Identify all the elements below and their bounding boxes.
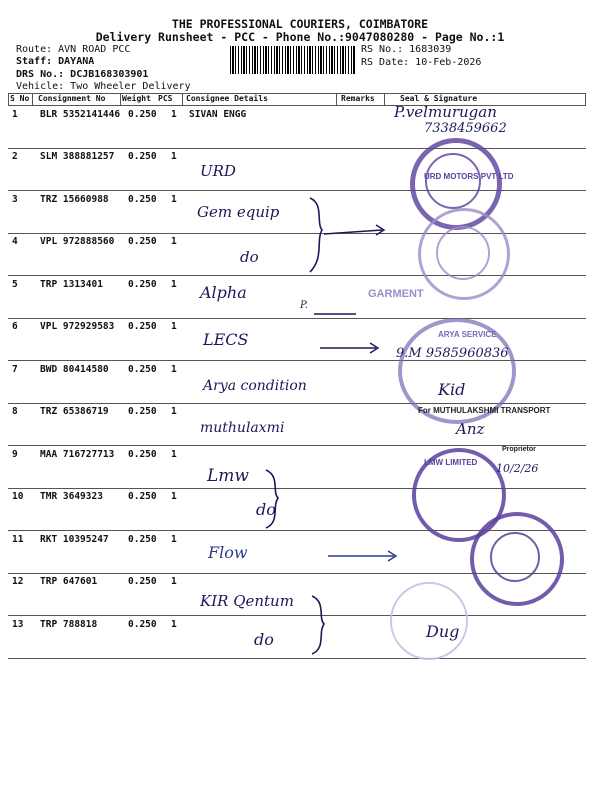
phone-row1: 7338459662	[424, 121, 507, 136]
faint-stamp	[390, 582, 468, 660]
muthulakshmi-stamp: For MUTHULAKSHMI TRANSPORT	[418, 406, 551, 415]
handwriting-row4: do	[240, 248, 259, 266]
signature-row1: P.velmurugan	[394, 103, 497, 121]
bracket-arrow-3-4	[300, 196, 400, 276]
bracket-row9-10	[262, 468, 286, 530]
proprietor-label: Proprietor	[502, 446, 536, 453]
drs-label: DRS No.: DCJB168303901	[16, 69, 149, 80]
handwriting-row10: do	[256, 500, 276, 519]
handwriting-row8: muthulaxmi	[200, 420, 285, 436]
handwriting-row5: Alpha	[200, 283, 247, 302]
staff-label: Staff: DAYANA	[16, 56, 95, 67]
arya-stamp-text: ARYA SERVICE	[438, 330, 497, 339]
handwriting-row2: URD	[200, 162, 236, 180]
vehicle-label: Vehicle: Two Wheeler Delivery	[16, 81, 191, 92]
handwriting-row9: Lmw	[207, 466, 249, 486]
col-seal: Seal & Signature	[400, 94, 478, 103]
phone-row6: 9.M 9585960836	[396, 346, 509, 361]
signature-row8: Anz	[456, 420, 485, 438]
route-label: Route: AVN ROAD PCC	[16, 44, 131, 55]
urd-stamp-text: URD MOTORS PVT LTD	[424, 172, 514, 181]
rs-date-label: RS Date: 10-Feb-2026	[361, 57, 482, 68]
handwriting-row6: LECS	[203, 330, 249, 349]
handwriting-row3: Gem equip	[197, 203, 280, 221]
handwriting-row7: Arya condition	[203, 378, 307, 394]
signature-row13: Dug	[426, 622, 460, 641]
bracket-row12-13	[308, 594, 332, 656]
col-remarks: Remarks	[341, 94, 375, 103]
barcode	[230, 46, 356, 74]
handwriting-row12: KIR Qentum	[200, 592, 294, 610]
col-pcs: PCS	[158, 94, 173, 103]
runsheet-table: S No Consignment No Weight PCS Consignee Details Remarks Seal & Signature 1 BLR 5352141446 0.250 1 SIVAN ENGG 2 SLM 388881257 0.250 1 3 TRZ 15660988 0.250 1 4 VPL 972888560 0.250 1 5 TRP 1313401 0.250 1 6 VPL 972929583 0.250 1 7 BWD 80414580 0.250 1 8 TRZ 65386719 0.250 1 9 MAA 716727713 0.250 1 10 TMR 3649323 0.250 1 11 RKT 10395247 0.250 1 12 TRP 647601 0.250 1 13 TRP 788818 0.250 1	[8, 93, 586, 735]
lmw-stamp-text: LMW LIMITED	[424, 458, 478, 467]
col-consignment: Consignment No	[38, 94, 106, 103]
date-row9: 10/2/26	[496, 462, 539, 475]
page-subtitle: Delivery Runsheet - PCC - Phone No.:9047080280 - Page No.:1	[95, 30, 505, 44]
arrow-row6	[318, 338, 388, 358]
mark-row5: P.	[300, 300, 308, 311]
page-title: THE PROFESSIONAL COURIERS, COIMBATORE	[171, 17, 429, 31]
col-weight: Weight	[122, 94, 151, 103]
handwriting-row11: Flow	[208, 543, 248, 562]
handwriting-row13: do	[254, 630, 274, 649]
garment-stamp: GARMENT	[368, 288, 424, 300]
col-sno: S No	[10, 94, 30, 103]
rs-no-label: RS No.: 1683039	[361, 44, 452, 55]
arrow-row11	[326, 546, 406, 566]
signature-row7: Kid	[438, 380, 466, 399]
col-consignee: Consignee Details	[186, 94, 268, 103]
